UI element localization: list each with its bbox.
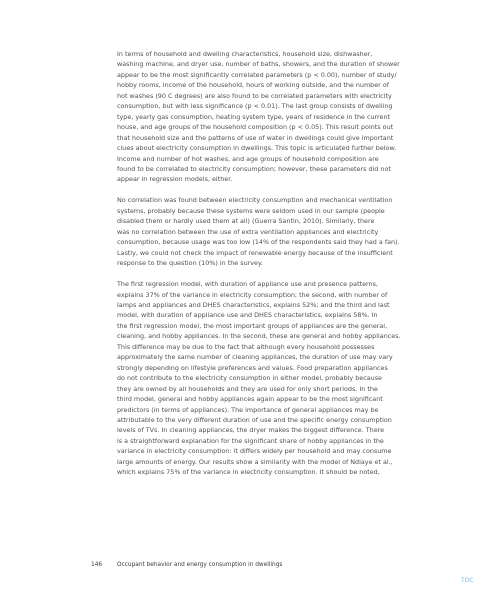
paragraph xyxy=(117,195,450,268)
text-line: that household size and the patterns of use of water in dwellings could give important xyxy=(117,133,394,142)
text-line: clues about electricity consumption in dwellings. This topic is articulated further below. xyxy=(117,144,397,153)
text-line: attributable to the very different duration of use and the specific energy consumption xyxy=(117,415,392,424)
paragraph xyxy=(117,49,450,185)
text-line: was no correlation between the use of extra ventilation appliances and electricity xyxy=(117,227,379,236)
running-title: Occupant behavior and energy consumption in dwellings xyxy=(117,562,283,568)
text-line: consumption, but with less significance (p < 0.01). The last group consists of dwelling xyxy=(117,102,393,111)
text-line: response to the question (10%) in the survey. xyxy=(117,259,263,268)
text-line: disabled them or hardly used them at all) (Guerra Santin, 2010). Similarly, there xyxy=(117,217,375,226)
text-line: which explains 75% of the variance in electricity consumption. It should be noted, xyxy=(117,468,380,477)
text-line: variance in electricity consumption: it differs widely per household and may consume xyxy=(117,447,392,456)
text-line: model, with duration of appliance use and DHES characteristics, explains 58%. In xyxy=(117,311,378,320)
text-line: appear in regression models, either. xyxy=(117,175,233,184)
text-line: explains 37% of the variance in electricity consumption; the second, with number of xyxy=(117,290,388,299)
text-line: No correlation was found between electricity consumption and mechanical ventilation xyxy=(117,196,393,205)
page-footer xyxy=(91,562,282,568)
text-line: Income and number of hot washes, and age groups of household composition are xyxy=(117,154,379,163)
text-line: approximately the same number of cleaning appliances, the duration of use may vary xyxy=(117,353,393,362)
text-line: third model, general and hobby appliances again appear to be the most significant xyxy=(117,395,383,404)
text-line: predictors (in terms of appliances). The importance of general appliances may be xyxy=(117,405,379,414)
text-line: consumption, because usage was too low (14% of the respondents said they had a fan). xyxy=(117,238,400,247)
text-line: appear to be the most significantly correlated parameters (p < 0.00), number of study/ xyxy=(117,70,397,79)
text-line: hobby rooms, income of the household, hours of working outside, and the number of xyxy=(117,81,389,90)
text-line: lamps and appliances and DHES characteristics, explains 52%; and the third and last xyxy=(117,300,390,309)
text-line: hot washes (90 C degrees) are also found to be correlated parameters with electricity xyxy=(117,91,392,100)
paragraph xyxy=(117,279,450,478)
text-line: In terms of household and dwelling characteristics, household size, dishwasher, xyxy=(117,50,373,58)
text-line: levels of TVs. In cleaning appliances, the dryer makes the biggest difference. There xyxy=(117,426,385,435)
text-line: The first regression model, with duration of appliance use and presence patterns, xyxy=(117,280,378,289)
text-line: large amounts of energy. Our results show a similarity with the model of Ndiaye et al., xyxy=(117,457,393,466)
text-line: Lastly, we could not check the impact of renewable energy because of the insufficient xyxy=(117,248,393,257)
text-line: strongly depending on lifestyle preferences and values. Food preparation appliances xyxy=(117,363,388,372)
body-text xyxy=(117,49,450,488)
text-line: systems, probably because these systems were seldom used in our sample (people xyxy=(117,206,385,215)
text-line: cleaning, and hobby appliances. In the second, these are general and hobby appliances. xyxy=(117,332,401,341)
text-line: washing machine, and dryer use, number of baths, showers, and the duration of shower xyxy=(117,60,400,69)
text-line: found to be correlated to electricity consumption; however, these parameters did not xyxy=(117,164,391,173)
text-line: house, and age groups of the household composition (p < 0.05). This result points out xyxy=(117,123,394,132)
text-line: they are owned by all households and they are used for only short periods. In the xyxy=(117,384,378,393)
toc-link[interactable]: TOC xyxy=(461,577,474,584)
text-line: is a straightforward explanation for the significant share of hobby appliances in the xyxy=(117,436,384,445)
text-line: do not contribute to the electricity consumption in either model, probably because xyxy=(117,374,382,383)
text-line: the first regression model, the most important groups of appliances are the general, xyxy=(117,321,388,330)
text-line: type, yearly gas consumption, heating system type, years of residence in the current xyxy=(117,112,391,121)
page-number: 146 xyxy=(91,562,103,568)
text-line: This difference may be due to the fact that although every household possesses xyxy=(117,342,375,351)
